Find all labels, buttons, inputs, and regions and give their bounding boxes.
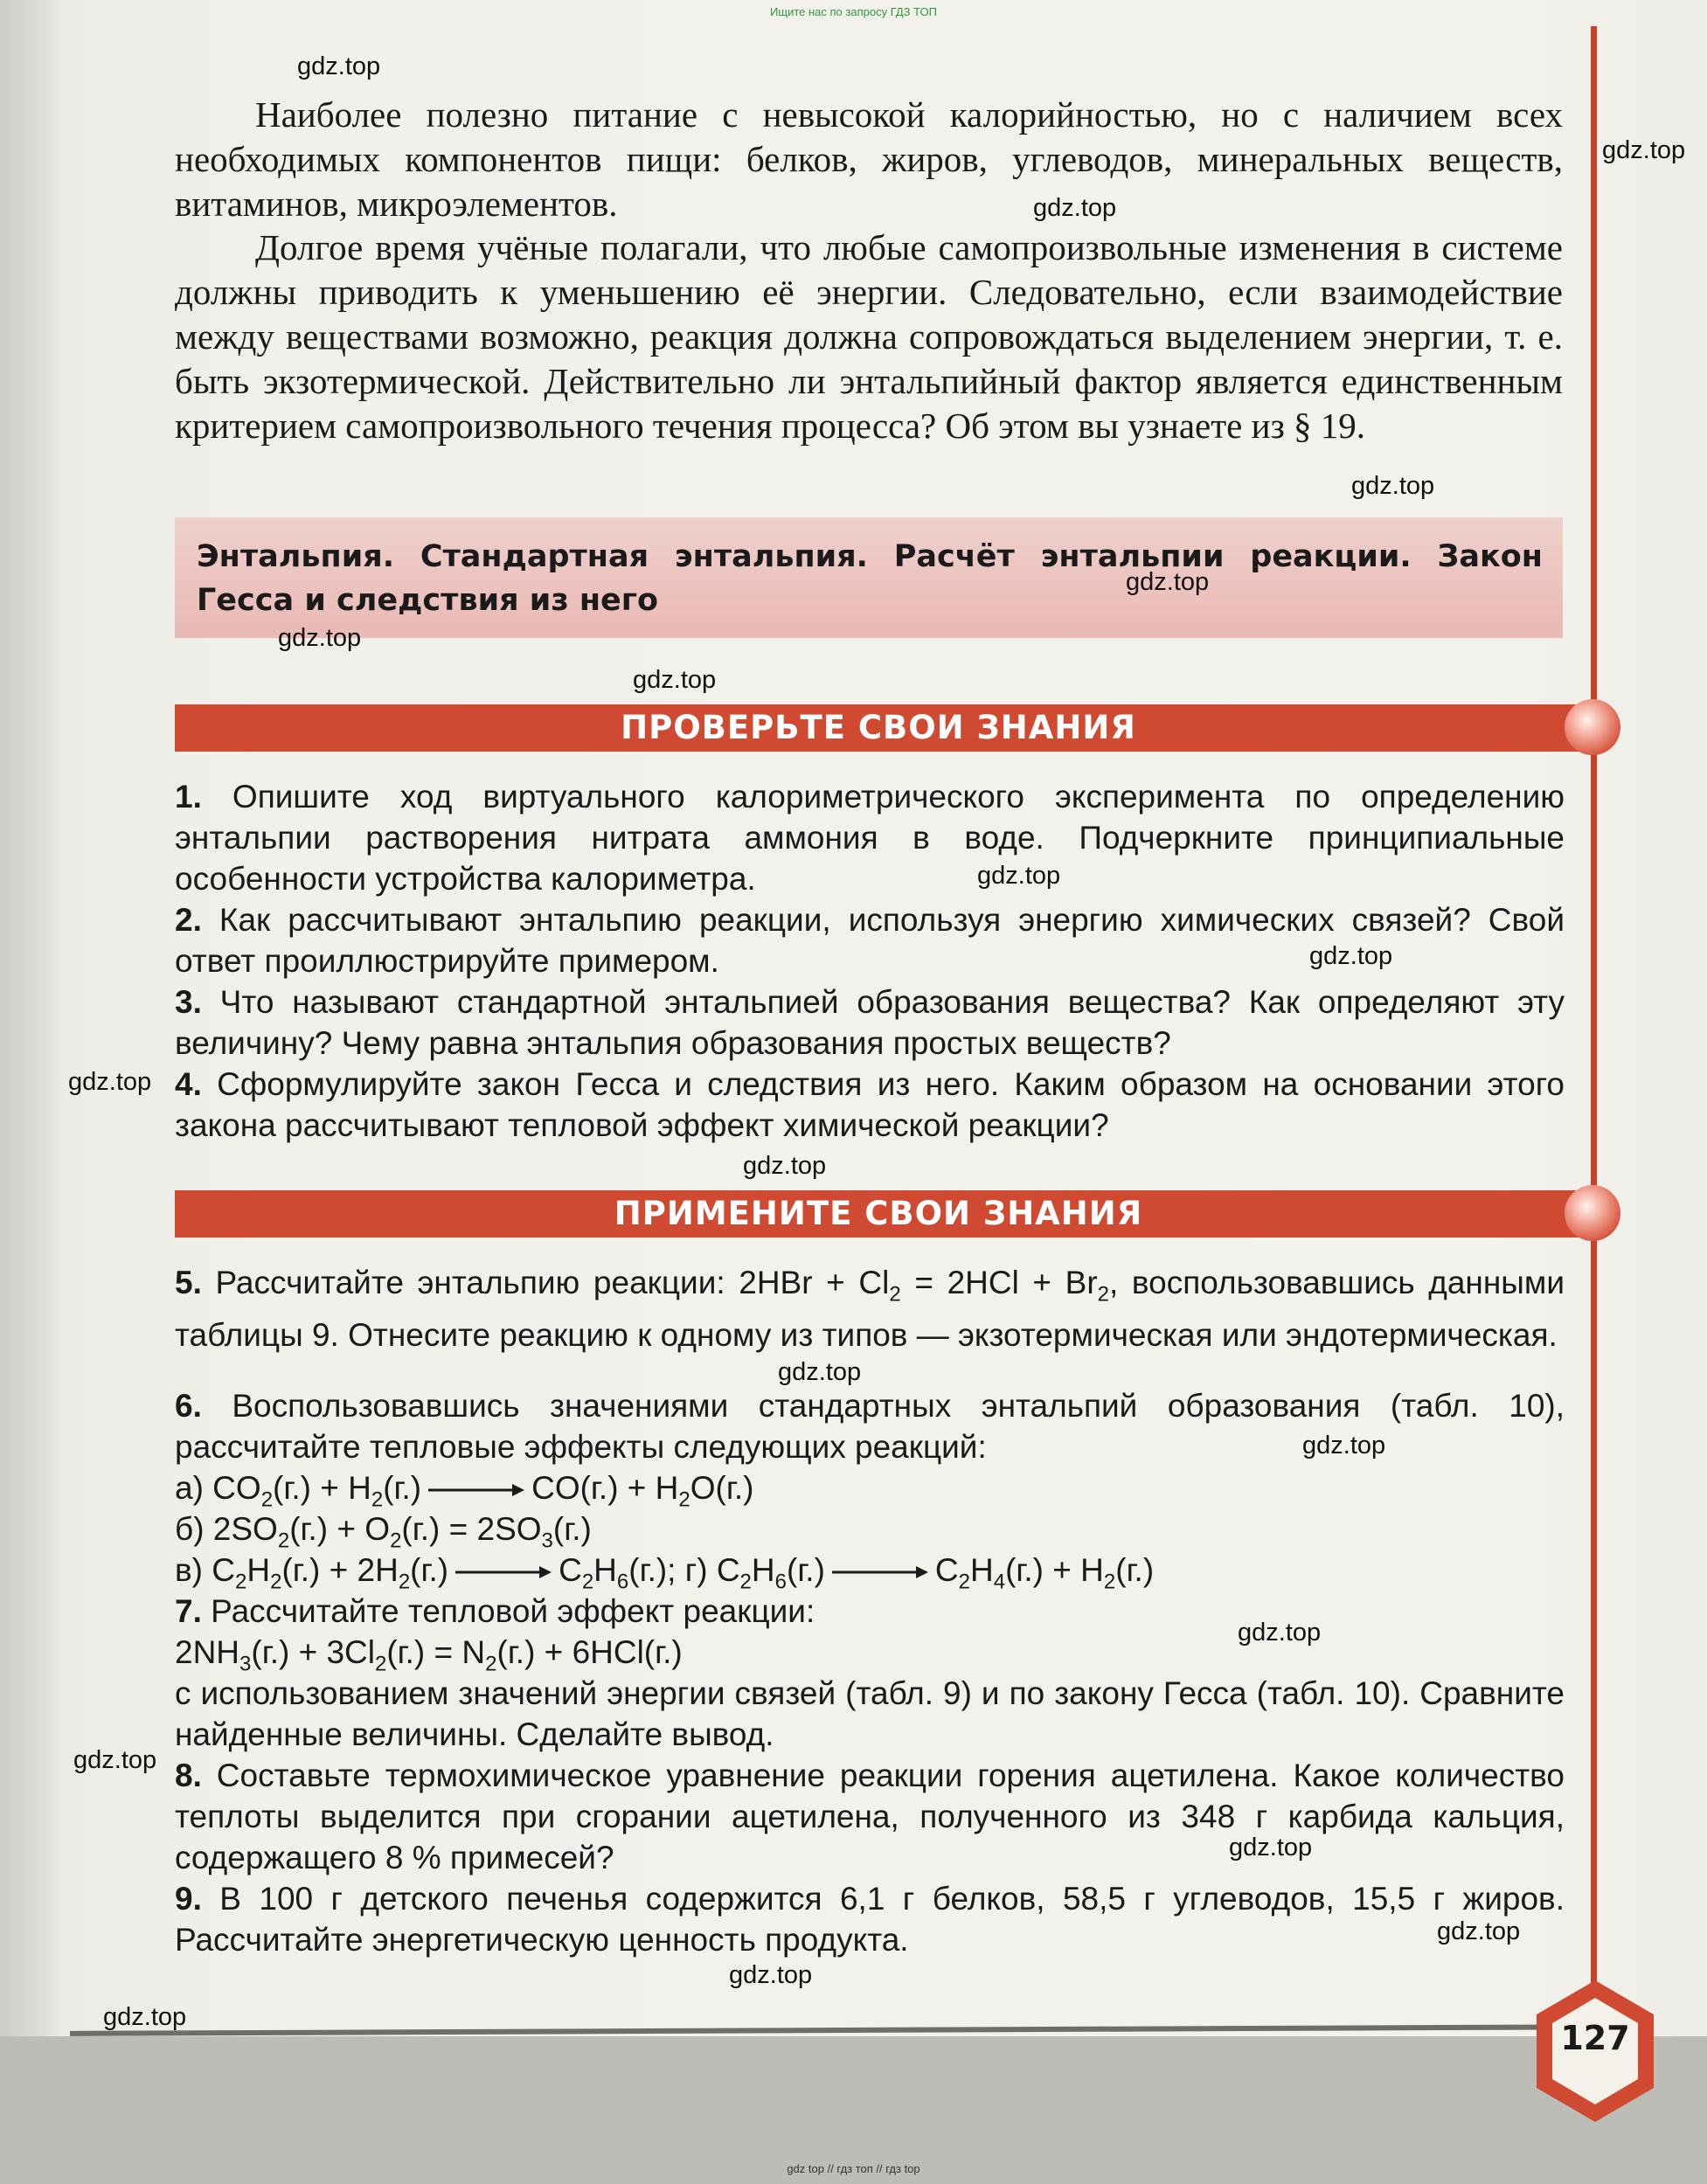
watermark: gdz.top xyxy=(68,1068,152,1096)
watermark: gdz.top xyxy=(1238,1619,1322,1647)
task-text: Составьте термохимическое уравнение реакции горения ацетилена. Какое количество теплоты выделится при сгорании ацетилена, полученного из 348 г карбида кальция, содержащего 8 % примесей? xyxy=(175,1758,1565,1875)
intro-paragraph-1: Наиболее полезно питание с невысокой калорийностью, но с наличием всех необходимых компонентов пищи: белков, жиров, углеводов, минеральных веществ, витаминов, микроэлементов. xyxy=(175,94,1563,224)
watermark: gdz.top xyxy=(1126,568,1210,596)
watermark: gdz.top xyxy=(633,666,717,694)
watermark: gdz.top xyxy=(1302,1432,1386,1459)
reaction-v-g: в) $C_2H_2(г.) + 2H_2(г.)$ $C_2H_6(г.)$; г) $C_2H_6(г.) C_2H_4(г.) + H_2(г.)$ xyxy=(175,1552,1155,1594)
task-number: 8. xyxy=(175,1758,202,1793)
watermark: gdz.top xyxy=(278,624,362,652)
watermark: gdz.top xyxy=(1602,136,1686,164)
intro-paragraph-2: Долгое время учёные полагали, что любые самопроизвольные изменения в системе должны приводить к уменьшению её энергии. Следовательно, если взаимодействие между веществами возможно, реакция должна сопровождаться выделением энергии, т. е. быть экзотермической. Действительно ли энтальпийный фактор является единственным критерием самопроизвольного течения процесса? Об этом вы узнаете из § 19. xyxy=(175,227,1563,446)
task-number: 5. xyxy=(175,1265,202,1300)
task-text: Что называют стандартной энтальпией образования вещества? Как определяют эту величину? Чему равна энтальпия образования простых веществ? xyxy=(175,984,1565,1061)
watermark: gdz.top xyxy=(73,1746,157,1774)
top-notice: Ищите нас по запросу ГДЗ ТОП xyxy=(770,5,937,18)
watermark: gdz.top xyxy=(103,2003,187,2031)
task-text: Как рассчитывают энтальпию реакции, используя энергию химических связей? Свой ответ проиллюстрируйте примером. xyxy=(175,902,1565,979)
bottom-notice: gdz top // гдз топ // гдз top xyxy=(787,2162,920,2175)
task-number: 4. xyxy=(175,1066,202,1102)
task-text: Сформулируйте закон Гесса и следствия из него. Каким образом на основании этого закона рассчитывают тепловой эффект химической реакции? xyxy=(175,1066,1565,1143)
reaction-arrow-icon xyxy=(832,1563,928,1581)
page-number: 127 xyxy=(1560,2019,1630,2057)
banner-ball-icon xyxy=(1565,699,1620,755)
task-text: Рассчитайте тепловой эффект реакции: xyxy=(211,1593,815,1629)
task-5: 5. Рассчитайте энтальпию реакции: $2HBr + Cl_2 = 2HCl + Br_2$, воспользовавшись данными таблицы 9. Отнесите реакцию к одному из типов — экзотермическая или эндотермическая. xyxy=(175,1265,1565,1354)
task-7 xyxy=(175,1591,1565,1632)
watermark: gdz.top xyxy=(729,1961,813,1989)
task-number: 3. xyxy=(175,984,202,1020)
watermark: gdz.top xyxy=(1437,1917,1521,1945)
reaction-arrow-icon xyxy=(428,1481,524,1499)
task-text: Рассчитайте энтальпию реакции: 2HBr + Cl xyxy=(215,1265,890,1300)
key-terms-text: Энтальпия. Стандартная энтальпия. Расчёт энтальпии реакции. Закон Гесса и следствия из него xyxy=(197,539,1543,618)
reaction-b: б) $2SO_2(г.) + O_2(г.) = 2SO_3(г.)$ xyxy=(175,1511,592,1553)
task-number: 2. xyxy=(175,902,202,938)
task-number: 1. xyxy=(175,779,202,815)
task-8 xyxy=(175,1755,1565,1878)
task-number: 9. xyxy=(175,1881,202,1917)
task-4 xyxy=(175,1064,1565,1146)
section-check-banner: ПРОВЕРЬТЕ СВОИ ЗНАНИЯ xyxy=(175,704,1582,752)
reaction-arrow-icon xyxy=(455,1563,552,1581)
task-text: = 2HCl + Br xyxy=(900,1265,1098,1300)
binding-shadow xyxy=(0,0,66,2184)
watermark: gdz.top xyxy=(1033,194,1117,222)
task-number: 7. xyxy=(175,1593,202,1629)
margin-red-line xyxy=(1591,26,1597,2036)
task-3 xyxy=(175,981,1565,1064)
task-text: В 100 г детского печенья содержится 6,1 г белков, 58,5 г углеводов, 15,5 г жиров. Рассчитайте энергетическую ценность продукта. xyxy=(175,1881,1565,1958)
watermark: gdz.top xyxy=(1351,472,1435,500)
watermark: gdz.top xyxy=(297,52,381,80)
watermark: gdz.top xyxy=(1229,1834,1313,1862)
section-apply-banner: ПРИМЕНИТЕ СВОИ ЗНАНИЯ xyxy=(175,1190,1582,1238)
task-text: Воспользовавшись значениями стандартных энтальпий образования (табл. 10), рассчитайте тепловые эффекты следующих реакций: xyxy=(175,1388,1565,1465)
banner-ball-icon xyxy=(1565,1185,1620,1241)
task-9 xyxy=(175,1878,1565,1960)
watermark: gdz.top xyxy=(778,1358,862,1386)
task-1 xyxy=(175,776,1565,899)
reaction-a: а) $CO_2(г.) + H_2(г.) CO(г.) + H_2O(г.)$ xyxy=(175,1470,754,1512)
task-text: , воспользовавшись данными таблицы 9. Отнесите реакцию к одному из типов — экзотермическая или эндотермическая. xyxy=(175,1265,1565,1354)
task-number: 6. xyxy=(175,1388,202,1424)
task-text: Опишите ход виртуального калориметрического эксперимента по определению энтальпии растворения нитрата аммония в воде. Подчеркните принципиальные особенности устройства калориметра. xyxy=(175,779,1565,897)
reaction-7: $2NH_3(г.) + 3Cl_2(г.) = N_2(г.) + 6HCl(г.)$ xyxy=(175,1634,683,1676)
watermark: gdz.top xyxy=(1309,942,1393,970)
task-7-continuation: с использованием значений энергии связей (табл. 9) и по закону Гесса (табл. 10). Сравните найденные величины. Сделайте вывод. xyxy=(175,1675,1565,1752)
watermark: gdz.top xyxy=(743,1152,827,1180)
watermark: gdz.top xyxy=(977,862,1061,890)
